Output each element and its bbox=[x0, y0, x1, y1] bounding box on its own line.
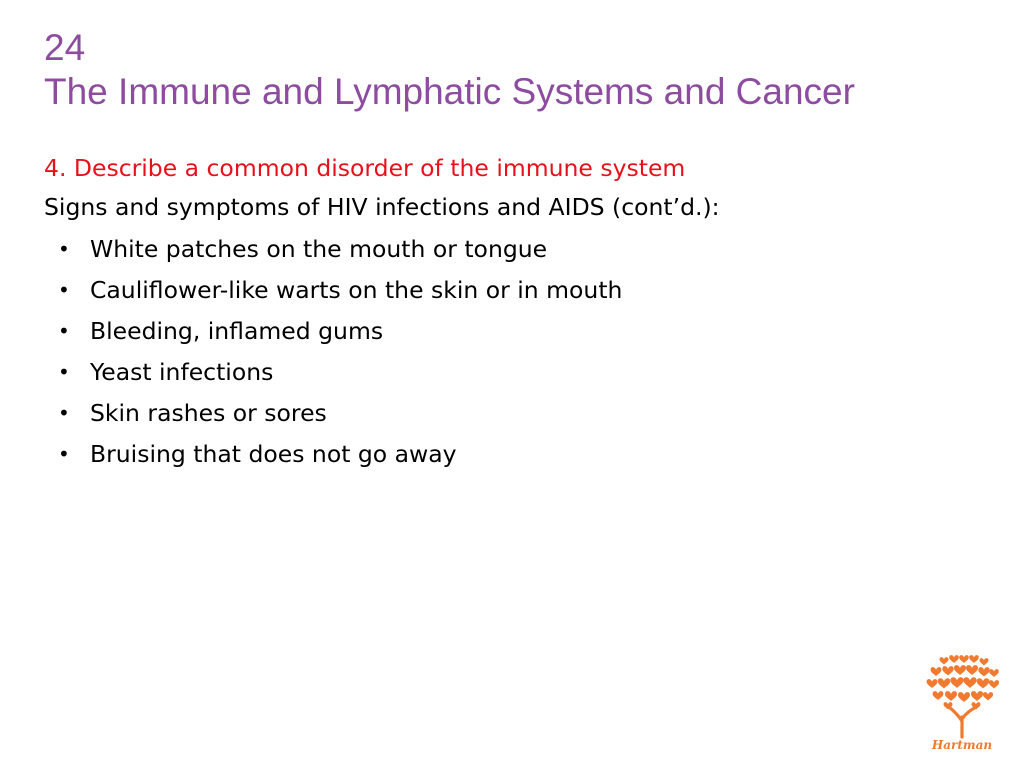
bullet-item bbox=[44, 311, 984, 352]
slide-title bbox=[44, 26, 855, 114]
bullet-item bbox=[44, 352, 984, 393]
bullet-text: Bruising that does not go away bbox=[90, 440, 457, 468]
hartman-logo-text: Hartman bbox=[931, 738, 993, 752]
bullet-text: Bleeding, inflamed gums bbox=[90, 317, 384, 345]
bullet-text: Skin rashes or sores bbox=[90, 399, 327, 427]
bullet-item bbox=[44, 270, 984, 311]
bullet-icon: • bbox=[58, 360, 70, 384]
bullet-icon: • bbox=[58, 237, 70, 261]
bullet-item bbox=[44, 434, 984, 475]
bullet-item bbox=[44, 229, 984, 270]
bullet-text: Yeast infections bbox=[90, 358, 274, 386]
bullet-icon: • bbox=[58, 278, 70, 302]
bullet-list bbox=[44, 229, 984, 475]
bullet-item bbox=[44, 393, 984, 434]
chapter-number: 24 bbox=[44, 27, 86, 68]
bullet-icon: • bbox=[58, 319, 70, 343]
bullet-text: White patches on the mouth or tongue bbox=[90, 235, 548, 263]
bullet-text: Cauliflower-like warts on the skin or in mouth bbox=[90, 276, 623, 304]
intro-text: Signs and symptoms of HIV infections and AIDS (cont’d.): bbox=[44, 193, 720, 221]
chapter-title: The Immune and Lymphatic Systems and Cancer bbox=[44, 71, 855, 112]
bullet-icon: • bbox=[58, 401, 70, 425]
bullet-icon: • bbox=[58, 442, 70, 466]
learning-objective: 4. Describe a common disorder of the immune system bbox=[44, 154, 686, 182]
slide-content bbox=[44, 151, 984, 475]
